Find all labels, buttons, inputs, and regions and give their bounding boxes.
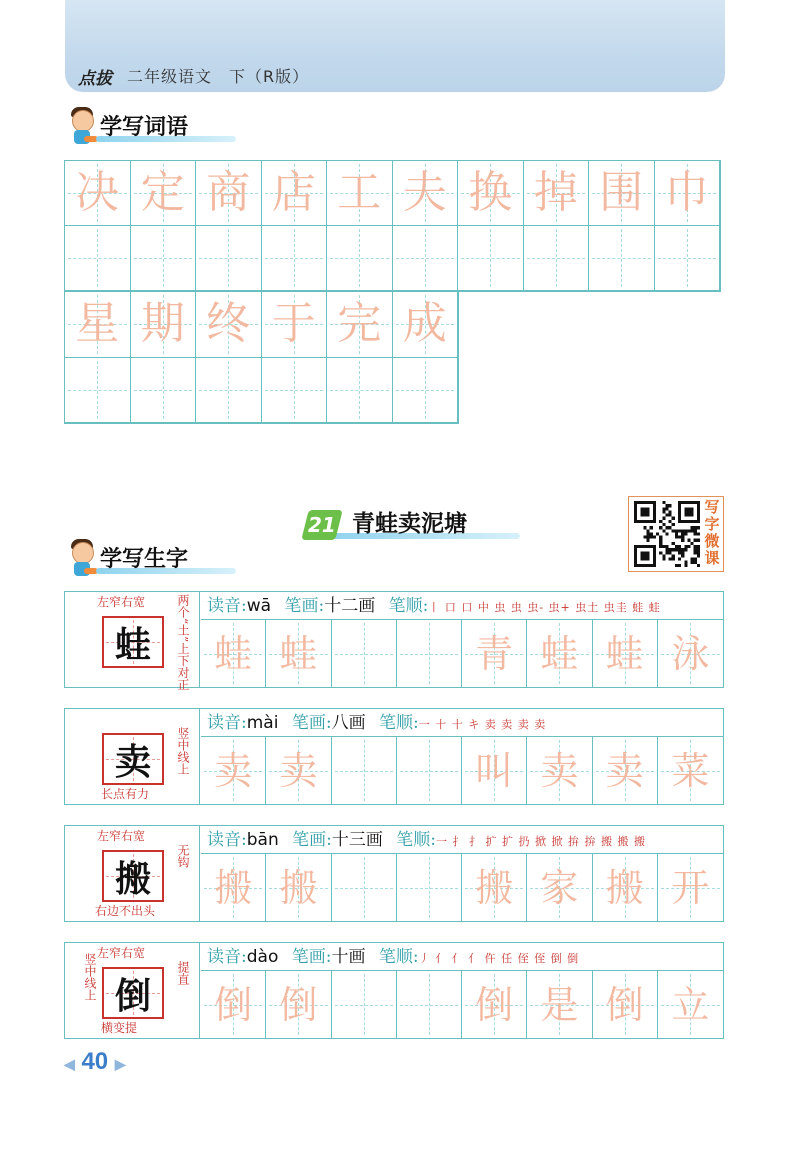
- tian-grid-cell[interactable]: [65, 358, 131, 424]
- tian-grid-cell[interactable]: [462, 737, 527, 804]
- book-title: 二年级语文 下（R版）: [127, 67, 310, 86]
- tip-right: 两个“土”上下对正: [176, 594, 190, 691]
- trace-character: 定: [140, 167, 185, 218]
- tian-grid-cell[interactable]: [65, 226, 131, 291]
- tian-grid-cell[interactable]: [201, 737, 266, 804]
- model-area: [65, 592, 200, 691]
- tian-grid-cell[interactable]: [524, 226, 590, 291]
- trace-character: 蛙: [279, 631, 318, 676]
- tian-grid-cell[interactable]: [397, 971, 462, 1038]
- model-area: [65, 826, 200, 921]
- word-practice-grid: [64, 292, 459, 424]
- trace-character: 搬: [605, 865, 644, 910]
- trace-character: 叫: [475, 748, 514, 793]
- tian-grid-cell[interactable]: [527, 737, 592, 804]
- trace-character: 围: [599, 167, 644, 218]
- strokes-label: 笔画:: [291, 713, 332, 733]
- tip-bottom: 长点有力: [101, 787, 150, 801]
- character-card: [64, 942, 724, 1039]
- tian-grid-cell[interactable]: [131, 358, 197, 424]
- section-heading-words: [66, 106, 266, 146]
- character-card: [64, 708, 724, 805]
- trace-character: 倒: [214, 982, 253, 1027]
- trace-character: 倒: [475, 982, 514, 1027]
- trace-character: 店: [271, 167, 316, 218]
- trace-character: 卖: [540, 748, 579, 793]
- kid-mascot-icon: [66, 538, 98, 578]
- tian-grid-cell[interactable]: [527, 620, 592, 687]
- model-character: 卖: [114, 740, 151, 783]
- tip-right: 无钩: [176, 844, 190, 868]
- tian-grid-cell[interactable]: [655, 161, 721, 226]
- tian-grid-cell[interactable]: [593, 854, 658, 921]
- pinyin-value: mài: [246, 713, 284, 733]
- tian-grid-cell[interactable]: [327, 292, 393, 358]
- model-character-box: [102, 967, 164, 1019]
- trace-character: 倒: [279, 982, 318, 1027]
- next-arrow-icon: ▶: [114, 1056, 126, 1072]
- tian-grid-cell[interactable]: [658, 620, 723, 687]
- trace-character: 卖: [279, 748, 318, 793]
- section-heading-chars: [66, 538, 266, 578]
- tian-grid-cell[interactable]: [266, 971, 331, 1038]
- model-character: 倒: [114, 974, 151, 1017]
- lesson-number-badge: 21: [301, 510, 342, 540]
- strokes-label: 笔画:: [291, 947, 332, 967]
- tian-grid-cell[interactable]: [327, 161, 393, 226]
- order-label: 笔顺:: [388, 596, 429, 616]
- pinyin-value: bān: [246, 830, 285, 850]
- trace-character: 成: [402, 298, 447, 350]
- info-row: [201, 709, 723, 737]
- trace-character: 完: [337, 298, 382, 350]
- qr-code-icon[interactable]: [634, 501, 700, 567]
- trace-character: 倒: [605, 982, 644, 1027]
- tip-top: 左窄右宽: [97, 946, 146, 960]
- tian-grid-cell[interactable]: [332, 854, 397, 921]
- tian-grid-cell[interactable]: [266, 854, 331, 921]
- tian-grid-cell[interactable]: [262, 226, 328, 291]
- trace-character: 家: [540, 865, 579, 910]
- tian-grid-cell[interactable]: [593, 971, 658, 1038]
- character-card: [64, 825, 724, 922]
- trace-character: 工: [337, 167, 382, 218]
- tip-right: 提直: [176, 961, 190, 985]
- tip-top: 左窄右宽: [97, 829, 146, 843]
- tian-grid-cell[interactable]: [332, 620, 397, 687]
- trace-character: 星: [75, 298, 120, 350]
- pinyin-value: wā: [246, 596, 277, 616]
- tian-grid-cell[interactable]: [593, 737, 658, 804]
- tian-grid-cell[interactable]: [658, 971, 723, 1038]
- model-area: [65, 709, 200, 804]
- tian-grid-cell[interactable]: [393, 161, 459, 226]
- trace-character: 搬: [475, 865, 514, 910]
- tian-grid-cell[interactable]: [593, 620, 658, 687]
- stroke-order: 丨 口 口 中 虫 虫 虫- 虫+ 虫土 虫圭 蛙 蛙: [428, 601, 661, 614]
- word-practice-grid: [64, 160, 721, 292]
- tian-grid-cell[interactable]: [196, 358, 262, 424]
- trace-character: 于: [271, 298, 316, 350]
- tian-grid-cell[interactable]: [393, 358, 459, 424]
- strokes-value: 八画: [331, 713, 371, 733]
- tip-bottom: 右边不出头: [95, 904, 156, 918]
- pinyin-label: 读音:: [207, 947, 247, 967]
- tian-grid-cell[interactable]: [262, 358, 328, 424]
- tian-grid-cell[interactable]: [131, 292, 197, 358]
- trace-character: 蛙: [605, 631, 644, 676]
- info-row: [201, 826, 723, 854]
- model-character-box: [102, 733, 164, 785]
- info-row: [201, 943, 723, 971]
- trace-character: 卖: [214, 748, 253, 793]
- tian-grid-cell[interactable]: [266, 620, 331, 687]
- trace-character: 卖: [605, 748, 644, 793]
- tian-grid-cell[interactable]: [658, 854, 723, 921]
- tip-left: 竖中线上: [83, 953, 97, 1001]
- trace-character: 是: [540, 982, 579, 1027]
- tian-grid-cell[interactable]: [131, 226, 197, 291]
- stroke-order: 一 十 十 キ 卖 卖 卖 卖: [418, 718, 547, 731]
- info-row: [201, 592, 723, 620]
- strokes-value: 十画: [331, 947, 371, 967]
- section-title: 学写生字: [100, 547, 189, 572]
- order-label: 笔顺:: [396, 830, 436, 850]
- tian-grid-cell[interactable]: [393, 226, 459, 291]
- trace-character: 蛙: [214, 631, 253, 676]
- pinyin-label: 读音:: [207, 713, 247, 733]
- tip-top: 左窄右宽: [97, 595, 146, 609]
- trace-character: 终: [206, 298, 251, 350]
- stroke-order: 丿 亻 亻 亻 仵 任 侄 侄 倒 倒: [418, 952, 580, 965]
- model-character-box: [102, 850, 164, 902]
- tian-grid-cell[interactable]: [589, 226, 655, 291]
- tian-grid-cell[interactable]: [527, 971, 592, 1038]
- pinyin-label: 读音:: [207, 596, 247, 616]
- tian-grid-cell[interactable]: [262, 161, 328, 226]
- kid-mascot-icon: [66, 106, 98, 146]
- trace-character: 菜: [671, 748, 710, 793]
- tip-right: 竖中线上: [176, 727, 190, 775]
- tian-grid-cell[interactable]: [201, 620, 266, 687]
- trace-character: 换: [468, 167, 513, 218]
- practice-row: [201, 737, 723, 804]
- prev-arrow-icon: ◀: [64, 1056, 75, 1072]
- tian-grid-cell[interactable]: [196, 292, 262, 358]
- trace-character: 蛙: [540, 631, 579, 676]
- practice-row: [201, 854, 723, 921]
- character-card: [64, 591, 724, 691]
- tian-grid-cell[interactable]: [327, 358, 393, 424]
- page-number: ◀ 40 ▶: [64, 1048, 126, 1075]
- tian-grid-cell[interactable]: [527, 854, 592, 921]
- tian-grid-cell[interactable]: [462, 971, 527, 1038]
- trace-character: 商: [206, 167, 251, 218]
- trace-character: 掉: [533, 167, 578, 218]
- tian-grid-cell[interactable]: [462, 854, 527, 921]
- stroke-order: 一 扌 扌 扩 扩 扔 掀 掀 拚 拚 搬 搬 搬: [436, 835, 646, 848]
- trace-character: 开: [671, 865, 710, 910]
- tian-grid-cell[interactable]: [658, 737, 723, 804]
- qr-label: 写字微课: [704, 498, 720, 567]
- model-character-box: [102, 616, 164, 668]
- qr-code-panel[interactable]: [628, 496, 724, 572]
- tian-grid-cell[interactable]: [524, 161, 590, 226]
- trace-character: 青: [475, 631, 514, 676]
- trace-character: 夫: [402, 167, 447, 218]
- strokes-label: 笔画:: [284, 596, 325, 616]
- tian-grid-cell[interactable]: [462, 620, 527, 687]
- trace-character: 泳: [671, 631, 710, 676]
- pinyin-value: dào: [246, 947, 284, 967]
- tian-grid-cell[interactable]: [397, 737, 462, 804]
- model-character: 蛙: [114, 623, 151, 666]
- tian-grid-cell[interactable]: [65, 161, 131, 226]
- lesson-title: 青蛙卖泥塘: [352, 511, 467, 537]
- trace-character: 搬: [214, 865, 253, 910]
- tian-grid-cell[interactable]: [458, 161, 524, 226]
- tian-grid-cell[interactable]: [393, 292, 459, 358]
- tian-grid-cell[interactable]: [589, 161, 655, 226]
- trace-character: 决: [75, 167, 120, 218]
- brand-logo: 点拔: [78, 69, 112, 89]
- tian-grid-cell[interactable]: [332, 971, 397, 1038]
- trace-character: 搬: [279, 865, 318, 910]
- strokes-value: 十二画: [324, 596, 381, 616]
- tian-grid-cell[interactable]: [262, 292, 328, 358]
- tian-grid-cell[interactable]: [196, 226, 262, 291]
- model-area: [65, 943, 200, 1038]
- practice-row: [201, 971, 723, 1038]
- tian-grid-cell[interactable]: [655, 226, 721, 291]
- order-label: 笔顺:: [378, 947, 419, 967]
- tian-grid-cell[interactable]: [458, 226, 524, 291]
- tian-grid-cell[interactable]: [65, 292, 131, 358]
- model-character: 搬: [114, 857, 151, 900]
- tian-grid-cell[interactable]: [201, 854, 266, 921]
- order-label: 笔顺:: [378, 713, 419, 733]
- practice-row: [201, 620, 723, 687]
- trace-character: 立: [671, 982, 710, 1027]
- tian-grid-cell[interactable]: [397, 620, 462, 687]
- section-title: 学写词语: [100, 115, 189, 140]
- strokes-value: 十三画: [331, 830, 389, 850]
- trace-character: 期: [140, 298, 185, 350]
- trace-character: 巾: [664, 167, 709, 218]
- strokes-label: 笔画:: [292, 830, 332, 850]
- tian-grid-cell[interactable]: [196, 161, 262, 226]
- tian-grid-cell[interactable]: [332, 737, 397, 804]
- tian-grid-cell[interactable]: [397, 854, 462, 921]
- tian-grid-cell[interactable]: [131, 161, 197, 226]
- pinyin-label: 读音:: [207, 830, 247, 850]
- tian-grid-cell[interactable]: [201, 971, 266, 1038]
- tian-grid-cell[interactable]: [327, 226, 393, 291]
- tian-grid-cell[interactable]: [266, 737, 331, 804]
- tip-bottom: 横变提: [101, 1021, 138, 1035]
